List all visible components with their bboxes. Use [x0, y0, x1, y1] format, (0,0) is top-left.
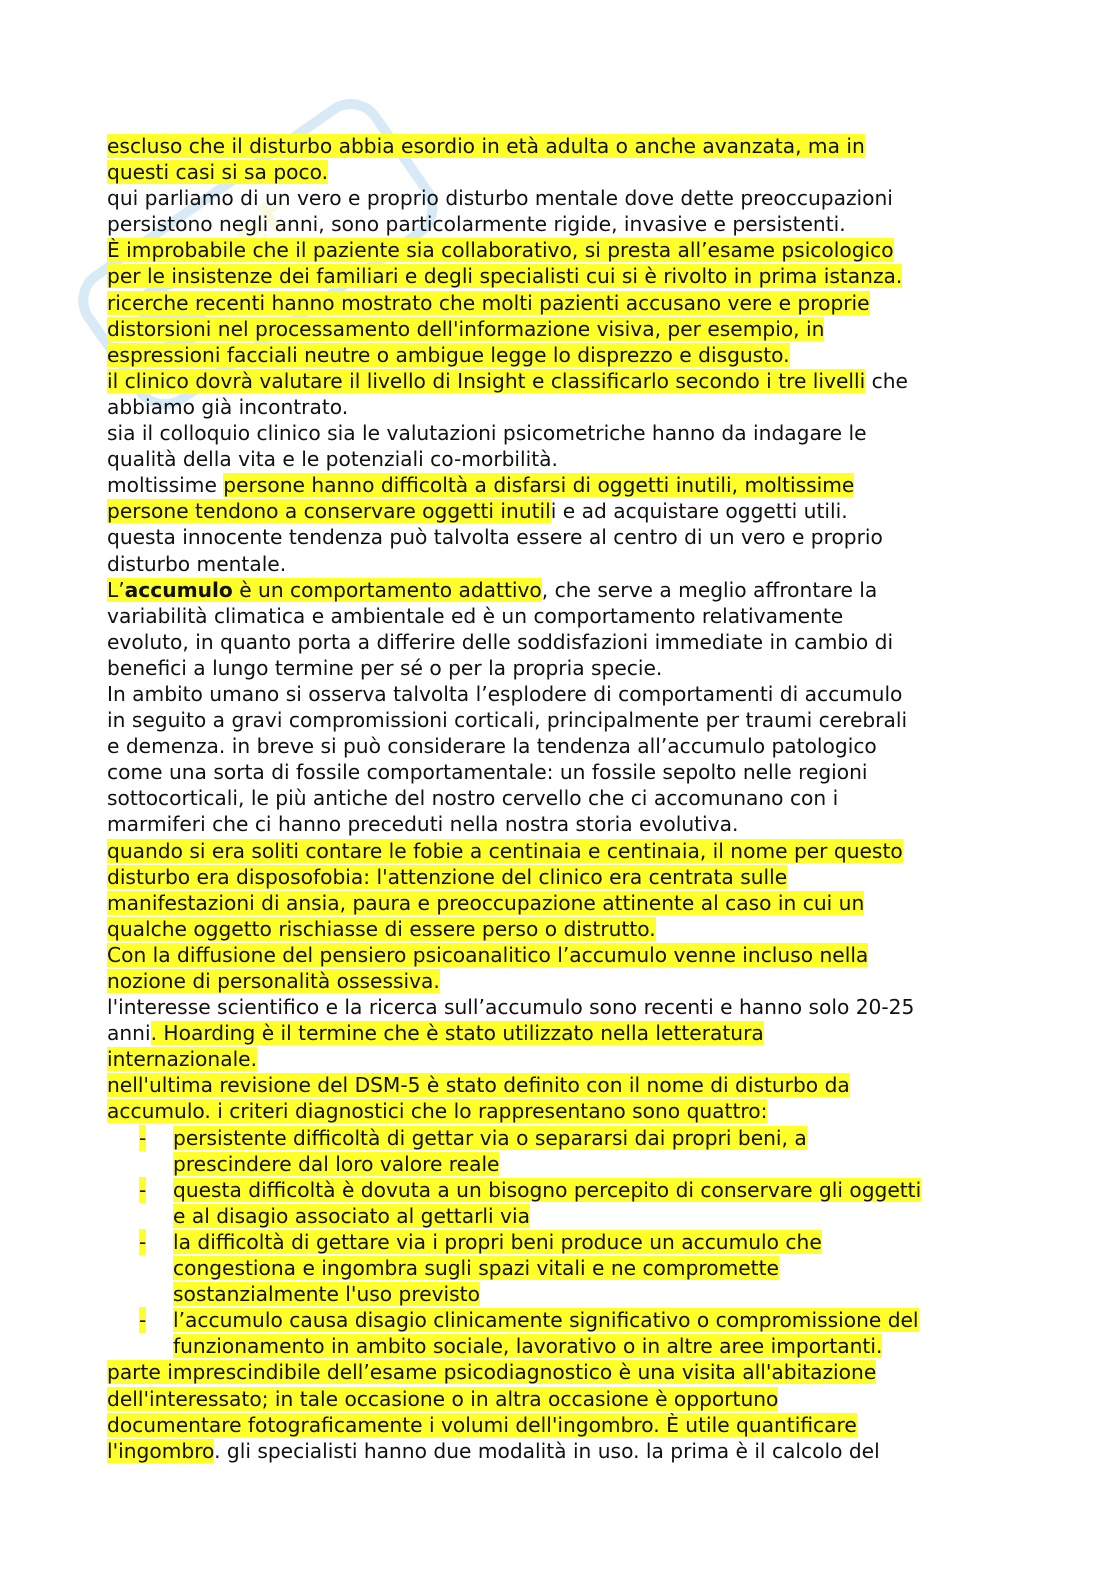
text-segment: i e ad acquistare oggetti utili. — [550, 499, 848, 524]
highlighted-text: quando si era soliti contare le fobie a centinaia e centinaia, il nome per questo — [107, 838, 903, 863]
text-line — [107, 472, 1007, 498]
text-segment: abbiamo già incontrato. — [107, 394, 349, 419]
text-line — [107, 185, 1007, 211]
highlighted-text: Con la diffusione del pensiero psicoanalitico l’accumulo venne incluso nella — [107, 942, 869, 967]
svg-text:net: net — [192, 188, 299, 286]
highlighted-text: nozione di personalità ossessiva. — [107, 969, 440, 993]
highlighted-text: questi casi si sa poco. — [107, 160, 329, 185]
highlighted-text: persone tendono a conservare oggetti inutil — [107, 499, 551, 524]
highlighted-text: parte imprescindibile dell’esame psicodiagnostico è una visita all'abitazione — [107, 1360, 877, 1385]
text-line — [107, 1020, 1007, 1046]
highlighted-text: questa difficoltà è dovuta a un bisogno percepito di conservare gli oggetti — [173, 1177, 922, 1202]
text-line — [107, 1412, 1007, 1438]
text-segment: anni — [107, 1021, 151, 1046]
text-line — [107, 838, 1007, 864]
text-segment: sottocorticali, le più antiche del nostro cervello che ci accomunano con i — [107, 786, 839, 811]
highlighted-text: funzionamento in ambito sociale, lavorativo o in altre aree importanti. — [173, 1334, 883, 1359]
text-line — [107, 864, 1007, 890]
text-segment: l'interesse scientifico e la ricerca sull’accumulo sono recenti e hanno solo 20-25 — [107, 995, 915, 1020]
text-line — [107, 994, 1007, 1020]
text-line — [107, 655, 1007, 681]
text-segment: questa innocente tendenza può talvolta essere al centro di un vero e proprio — [107, 525, 883, 550]
highlighted-text: persone hanno difficoltà a disfarsi di oggetti inutili, moltissime — [223, 473, 855, 498]
bullet-line — [107, 1229, 1007, 1255]
text-line — [107, 524, 1007, 550]
text-segment: come una sorta di fossile comportamentale: un fossile sepolto nelle regioni — [107, 760, 868, 785]
text-line — [107, 603, 1007, 629]
highlighted-text: ricerche recenti hanno mostrato che molti pazienti accusano vere e proprie — [107, 290, 870, 315]
text-line — [107, 133, 1007, 159]
highlighted-text: accumulo — [124, 577, 233, 602]
highlighted-text: l’accumulo causa disagio clinicamente significativo o compromissione del — [173, 1308, 919, 1333]
bullet-dash: - — [139, 1177, 147, 1202]
bullet-line — [107, 1151, 1007, 1177]
text-line — [107, 1046, 1007, 1072]
highlighted-text: nell'ultima revisione del DSM-5 è stato definito con il nome di disturbo da — [107, 1073, 850, 1098]
highlighted-text: per le insistenze dei familiari e degli specialisti cui si è rivolto in prima istanza. — [107, 264, 903, 289]
text-segment: e demenza. in breve si può considerare la tendenza all’accumulo patologico — [107, 734, 877, 759]
text-segment: marmiferi che ci hanno preceduti nella nostra storia evolutiva. — [107, 812, 739, 837]
text-line — [107, 1386, 1007, 1412]
text-line — [107, 316, 1007, 342]
highlighted-text: internazionale. — [107, 1047, 258, 1072]
bullet-line — [107, 1203, 1007, 1229]
text-line — [107, 577, 1007, 603]
highlighted-text: sostanzialmente l'uso previsto — [173, 1282, 480, 1307]
text-segment: qui parliamo di un vero e proprio disturbo mentale dove dette preoccupazioni — [107, 186, 893, 211]
text-line — [107, 681, 1007, 707]
highlighted-text: è un comportamento adattivo — [232, 577, 542, 602]
highlighted-text: la difficoltà di gettare via i propri beni produce un accumulo che — [173, 1229, 822, 1254]
bullet-line — [107, 1177, 1007, 1203]
text-line — [107, 290, 1007, 316]
bullet-dash: - — [139, 1125, 147, 1150]
highlighted-text: e al disagio associato al gettarli via — [173, 1203, 530, 1228]
text-segment: evoluto, in quanto porta a differire delle soddisfazioni immediate in cambio di — [107, 629, 894, 654]
text-line — [107, 968, 1007, 994]
highlighted-text: distorsioni nel processamento dell'informazione visiva, per esempio, in — [107, 316, 825, 341]
highlighted-text: dell'interessato; in tale occasione o in altra occasione è opportuno — [107, 1386, 779, 1411]
highlighted-text: persistente difficoltà di gettar via o separarsi dai propri beni, a — [173, 1125, 807, 1150]
bullet-line — [107, 1125, 1007, 1151]
highlighted-text: manifestazioni di ansia, paura e preoccupazione attinente al caso in cui un — [107, 890, 865, 915]
highlighted-text: prescindere dal loro valore reale — [173, 1151, 500, 1176]
text-line — [107, 263, 1007, 289]
bullet-line — [107, 1307, 1007, 1333]
highlighted-text: congestiona e ingombra sugli spazi vitali e ne compromette — [173, 1256, 779, 1281]
text-segment: variabilità climatica e ambientale ed è un comportamento relativamente — [107, 603, 844, 628]
text-line — [107, 1098, 1007, 1124]
text-line — [107, 733, 1007, 759]
text-line — [107, 890, 1007, 916]
text-line — [107, 916, 1007, 942]
bullet-line — [107, 1281, 1007, 1307]
text-segment: . gli specialisti hanno due modalità in uso. la prima è il calcolo del — [214, 1438, 880, 1463]
text-segment: benefici a lungo termine per sé o per la propria specie. — [107, 655, 663, 680]
document-page — [107, 133, 1007, 1464]
text-segment: qualità della vita e le potenziali co-morbilità. — [107, 447, 558, 472]
text-line — [107, 1359, 1007, 1385]
text-line — [107, 629, 1007, 655]
bullet-dash: - — [139, 1229, 147, 1254]
text-line — [107, 211, 1007, 237]
text-segment: In ambito umano si osserva talvolta l’esplodere di comportamenti di accumulo — [107, 681, 903, 706]
text-line — [107, 785, 1007, 811]
text-line — [107, 942, 1007, 968]
text-line — [107, 368, 1007, 394]
highlighted-text: documentare fotograficamente i volumi dell'ingombro. È utile quantificare — [107, 1412, 857, 1437]
text-segment: moltissime — [107, 473, 224, 498]
highlighted-text: . Hoarding è il termine che è stato utilizzato nella letteratura — [150, 1021, 764, 1046]
text-line — [107, 237, 1007, 263]
bullet-line — [107, 1333, 1007, 1359]
highlighted-text: espressioni facciali neutre o ambigue legge lo disprezzo e disgusto. — [107, 342, 790, 367]
text-line — [107, 707, 1007, 733]
highlighted-text: accumulo. i criteri diagnostici che lo rappresentano sono quattro: — [107, 1099, 768, 1124]
highlighted-text: il clinico dovrà valutare il livello di Insight e classificarlo secondo i tre livelli — [107, 368, 866, 393]
highlighted-text: disturbo era disposofobia: l'attenzione del clinico era centrata sulle — [107, 864, 788, 889]
text-segment: , che serve a meglio affrontare la — [541, 577, 878, 602]
text-line — [107, 498, 1007, 524]
text-segment: disturbo mentale. — [107, 551, 287, 576]
bullet-dash: - — [139, 1308, 147, 1333]
text-line — [107, 811, 1007, 837]
highlighted-text: qualche oggetto rischiasse di essere perso o distrutto. — [107, 916, 656, 941]
text-segment: in seguito a gravi compromissioni corticali, principalmente per traumi cerebrali — [107, 708, 908, 733]
text-line — [107, 1438, 1007, 1464]
bullet-line — [107, 1255, 1007, 1281]
text-line — [107, 159, 1007, 185]
text-line — [107, 446, 1007, 472]
text-segment: che — [865, 368, 908, 393]
text-line — [107, 551, 1007, 577]
text-line — [107, 342, 1007, 368]
text-line — [107, 759, 1007, 785]
text-segment: sia il colloquio clinico sia le valutazioni psicometriche hanno da indagare le — [107, 421, 867, 446]
highlighted-text: L’ — [107, 577, 125, 602]
text-line — [107, 1072, 1007, 1098]
highlighted-text: l'ingombro — [107, 1438, 215, 1463]
highlighted-text: È improbabile che il paziente sia collaborativo, si presta all’esame psicologico — [107, 238, 894, 263]
text-segment: persistono negli anni, sono particolarmente rigide, invasive e persistenti. — [107, 212, 846, 237]
text-line — [107, 420, 1007, 446]
text-line — [107, 394, 1007, 420]
highlighted-text: escluso che il disturbo abbia esordio in età adulta o anche avanzata, ma in — [107, 134, 865, 158]
